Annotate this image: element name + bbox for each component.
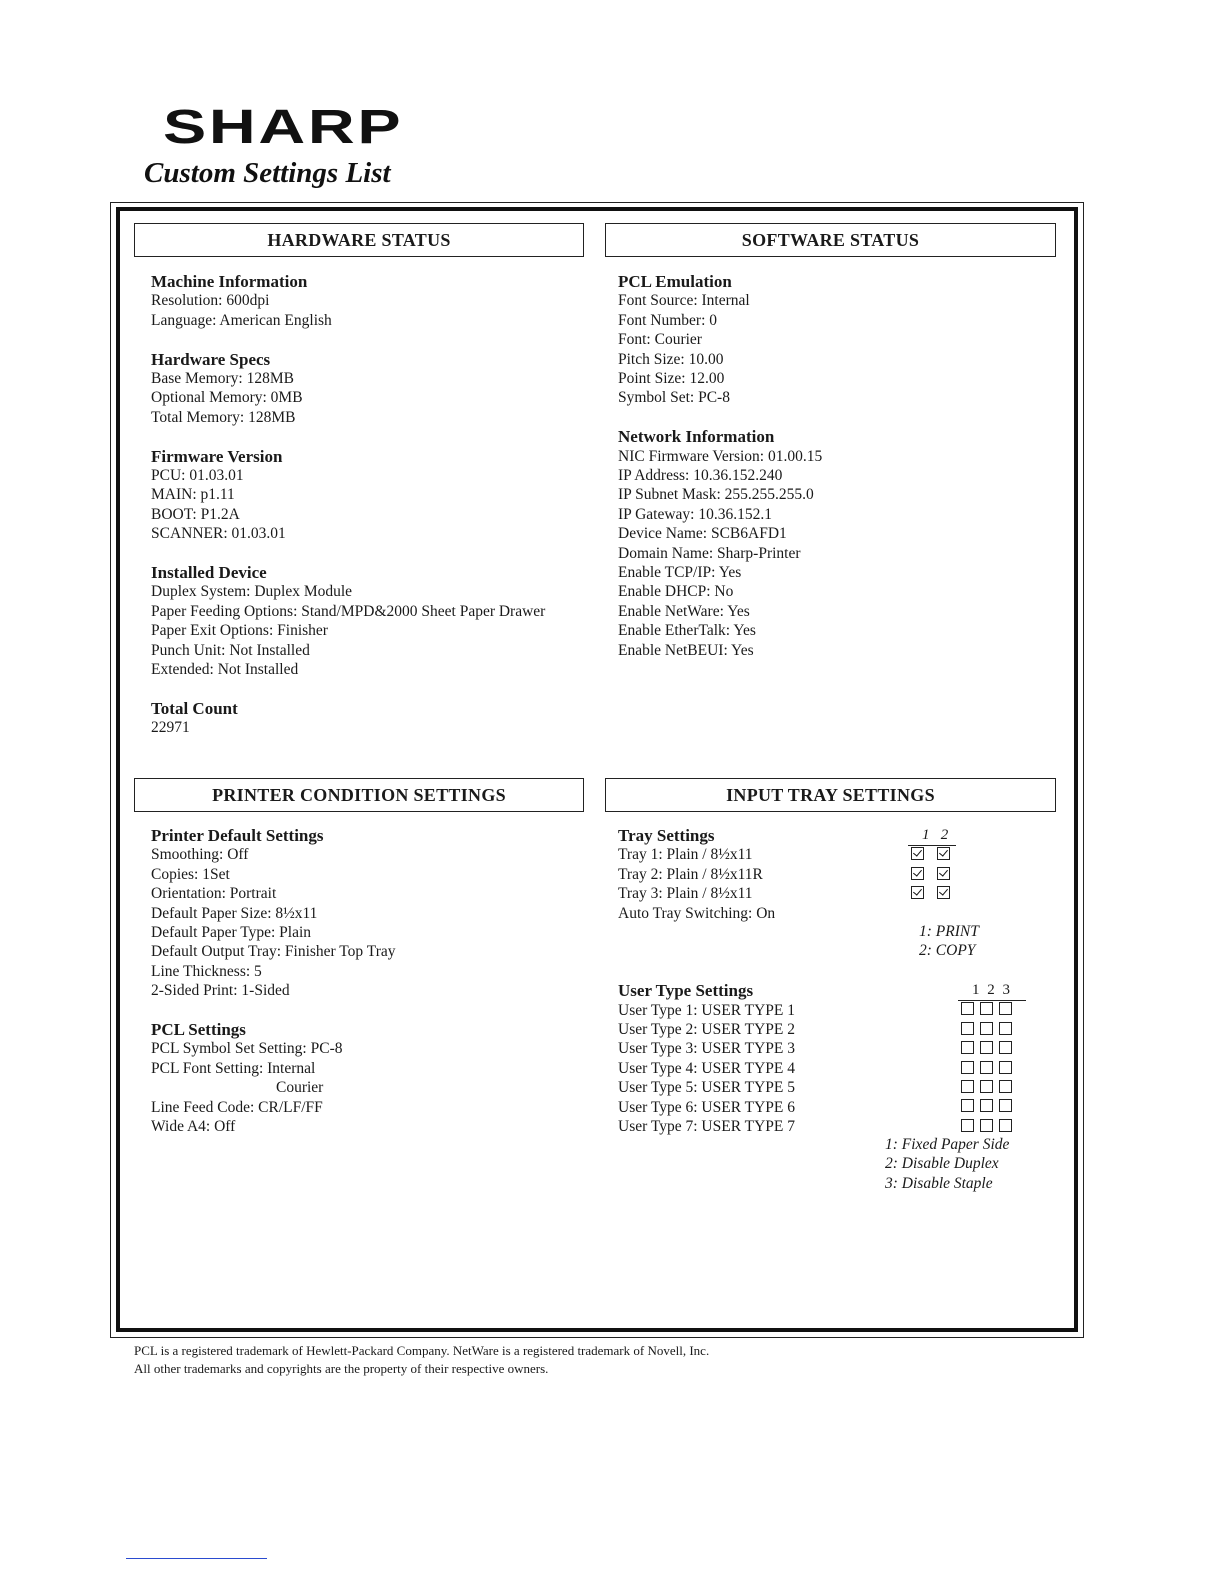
firmware-version-title: Firmware Version [151,446,283,466]
user-type-line: User Type 5: USER TYPE 5 [618,1079,796,1097]
tray-checkbox-grid [908,826,988,905]
empty-box-icon [999,1002,1012,1015]
empty-box-icon [999,1022,1012,1035]
hardware-status-section [151,272,591,738]
tray-line: Tray 1: Plain / 8½x11 [618,846,753,864]
empty-box-icon [961,1061,974,1074]
installed-device-line: Duplex System: Duplex Module [151,583,353,601]
user-type-line: User Type 2: USER TYPE 2 [618,1021,796,1039]
empty-box-icon [999,1099,1012,1112]
divider-line [126,1558,267,1559]
user-type-checkbox-row [958,1060,1038,1079]
tray-legend-line: 1: PRINT [919,923,979,940]
empty-box-icon [999,1119,1012,1132]
user-type-legend-line: 1: Fixed Paper Side [885,1136,1010,1153]
user-type-checkbox-row [958,1001,1038,1020]
tray-checkbox-row [908,846,988,865]
tray-checkbox-row [908,885,988,904]
printer-default-line: 2-Sided Print: 1-Sided [151,982,290,1000]
user-type-title: User Type Settings [618,981,754,1001]
network-info-line: Enable TCP/IP: Yes [618,564,742,582]
pcl-emulation-line: Pitch Size: 10.00 [618,350,724,368]
sharp-logo: SHARP [163,101,404,154]
network-info-line: IP Subnet Mask: 255.255.255.0 [618,486,814,504]
tray-settings-title: Tray Settings [618,826,715,845]
installed-device-line: Extended: Not Installed [151,661,299,679]
pcl-font-name: Courier [276,1079,324,1097]
network-info-line: IP Address: 10.36.152.240 [618,467,783,485]
user-type-column-header: 1 2 3 [958,981,1026,1001]
empty-box-icon [961,1099,974,1112]
installed-device-title: Installed Device [151,563,267,583]
printer-condition-section [151,826,591,1136]
total-count-title: Total Count [151,698,238,718]
network-info-line: Enable NetBEUI: Yes [618,641,754,659]
software-status-section [618,272,1048,660]
hardware-spec-line: Total Memory: 128MB [151,408,296,426]
pcl-settings-title: PCL Settings [151,1020,246,1040]
empty-box-icon [980,1080,993,1093]
empty-box-icon [961,1080,974,1093]
checked-box-icon [937,867,950,880]
empty-box-icon [961,1022,974,1035]
empty-box-icon [961,1041,974,1054]
empty-box-icon [980,1041,993,1054]
hardware-status-header: HARDWARE STATUS [134,223,584,257]
firmware-line: MAIN: p1.11 [151,486,235,504]
network-info-line: Device Name: SCB6AFD1 [618,525,787,543]
firmware-line: PCU: 01.03.01 [151,467,244,485]
empty-box-icon [980,1099,993,1112]
printer-default-line: Smoothing: Off [151,846,249,864]
trademark-footer [134,1342,709,1378]
tray-line: Auto Tray Switching: On [618,904,776,922]
line-feed-code: Line Feed Code: CR/LF/FF [151,1098,323,1116]
pcl-emulation-line: Font Source: Internal [618,292,750,310]
printer-default-line: Default Paper Size: 8½x11 [151,904,318,922]
total-count-value: 22971 [151,719,190,737]
firmware-line: BOOT: P1.2A [151,505,240,523]
printer-default-line: Line Thickness: 5 [151,962,262,980]
empty-box-icon [999,1080,1012,1093]
hardware-spec-line: Base Memory: 128MB [151,370,294,388]
pcl-emulation-line: Font: Courier [618,331,702,349]
printer-default-line: Copies: 1Set [151,865,230,883]
printer-condition-header: PRINTER CONDITION SETTINGS [134,778,584,812]
firmware-line: SCANNER: 01.03.01 [151,525,286,543]
network-info-line: NIC Firmware Version: 01.00.15 [618,447,823,465]
hardware-spec-line: Optional Memory: 0MB [151,389,303,407]
machine-info-line: Language: American English [151,311,332,329]
checked-box-icon [911,867,924,880]
user-type-line: User Type 7: USER TYPE 7 [618,1118,796,1136]
input-tray-section [618,826,918,1136]
tray-legend [919,922,979,961]
printer-default-line: Default Output Tray: Finisher Top Tray [151,943,396,961]
input-tray-header: INPUT TRAY SETTINGS [605,778,1056,812]
printer-default-title: Printer Default Settings [151,826,324,845]
user-type-checkbox-row [958,1098,1038,1117]
empty-box-icon [961,1119,974,1132]
software-status-header: SOFTWARE STATUS [605,223,1056,257]
user-type-checkbox-grid [958,981,1038,1137]
pcl-symbol-set: PCL Symbol Set Setting: PC-8 [151,1040,343,1058]
checked-box-icon [911,886,924,899]
machine-info-title: Machine Information [151,272,308,291]
tray-checkbox-row [908,866,988,885]
pcl-emulation-title: PCL Emulation [618,272,732,291]
network-info-line: Domain Name: Sharp-Printer [618,544,801,562]
machine-info-line: Resolution: 600dpi [151,292,270,310]
user-type-line: User Type 3: USER TYPE 3 [618,1040,796,1058]
user-type-legend-line: 2: Disable Duplex [885,1155,999,1173]
empty-box-icon [980,1061,993,1074]
page-title: Custom Settings List [144,157,391,189]
tray-line: Tray 2: Plain / 8½x11R [618,865,763,883]
empty-box-icon [980,1119,993,1132]
network-info-line: Enable NetWare: Yes [618,602,750,620]
trademark-line: All other trademarks and copyrights are the property of their respective owners. [134,1361,549,1376]
user-type-checkbox-row [958,1021,1038,1040]
empty-box-icon [980,1022,993,1035]
network-info-line: Enable EtherTalk: Yes [618,622,756,640]
empty-box-icon [999,1041,1012,1054]
installed-device-line: Paper Feeding Options: Stand/MPD&2000 Sheet Paper Drawer [151,602,546,620]
pcl-emulation-line: Symbol Set: PC-8 [618,389,730,407]
empty-box-icon [999,1061,1012,1074]
user-type-checkbox-row [958,1040,1038,1059]
pcl-emulation-line: Font Number: 0 [618,311,718,329]
network-info-line: Enable DHCP: No [618,583,734,601]
empty-box-icon [980,1002,993,1015]
installed-device-line: Paper Exit Options: Finisher [151,622,328,640]
wide-a4: Wide A4: Off [151,1118,236,1136]
empty-box-icon [961,1002,974,1015]
user-type-legend [885,1135,1009,1193]
checked-box-icon [911,847,924,860]
checked-box-icon [937,847,950,860]
hardware-specs-title: Hardware Specs [151,349,271,369]
tray-column-header: 1 2 [908,826,956,846]
network-info-line: IP Gateway: 10.36.152.1 [618,505,772,523]
user-type-checkbox-row [958,1079,1038,1098]
user-type-line: User Type 6: USER TYPE 6 [618,1098,796,1116]
user-type-legend-line: 3: Disable Staple [885,1174,993,1192]
pcl-font-setting: PCL Font Setting: Internal [151,1059,316,1077]
tray-line: Tray 3: Plain / 8½x11 [618,885,753,903]
user-type-line: User Type 1: USER TYPE 1 [618,1001,796,1019]
user-type-line: User Type 4: USER TYPE 4 [618,1059,796,1077]
printer-default-line: Default Paper Type: Plain [151,924,312,942]
tray-legend-line: 2: COPY [919,942,976,960]
printer-default-line: Orientation: Portrait [151,885,277,903]
network-info-title: Network Information [618,427,775,447]
installed-device-line: Punch Unit: Not Installed [151,641,310,659]
trademark-line: PCL is a registered trademark of Hewlett-Packard Company. NetWare is a registered trademark of Novell, Inc. [134,1343,710,1358]
pcl-emulation-line: Point Size: 12.00 [618,370,725,388]
checked-box-icon [937,886,950,899]
